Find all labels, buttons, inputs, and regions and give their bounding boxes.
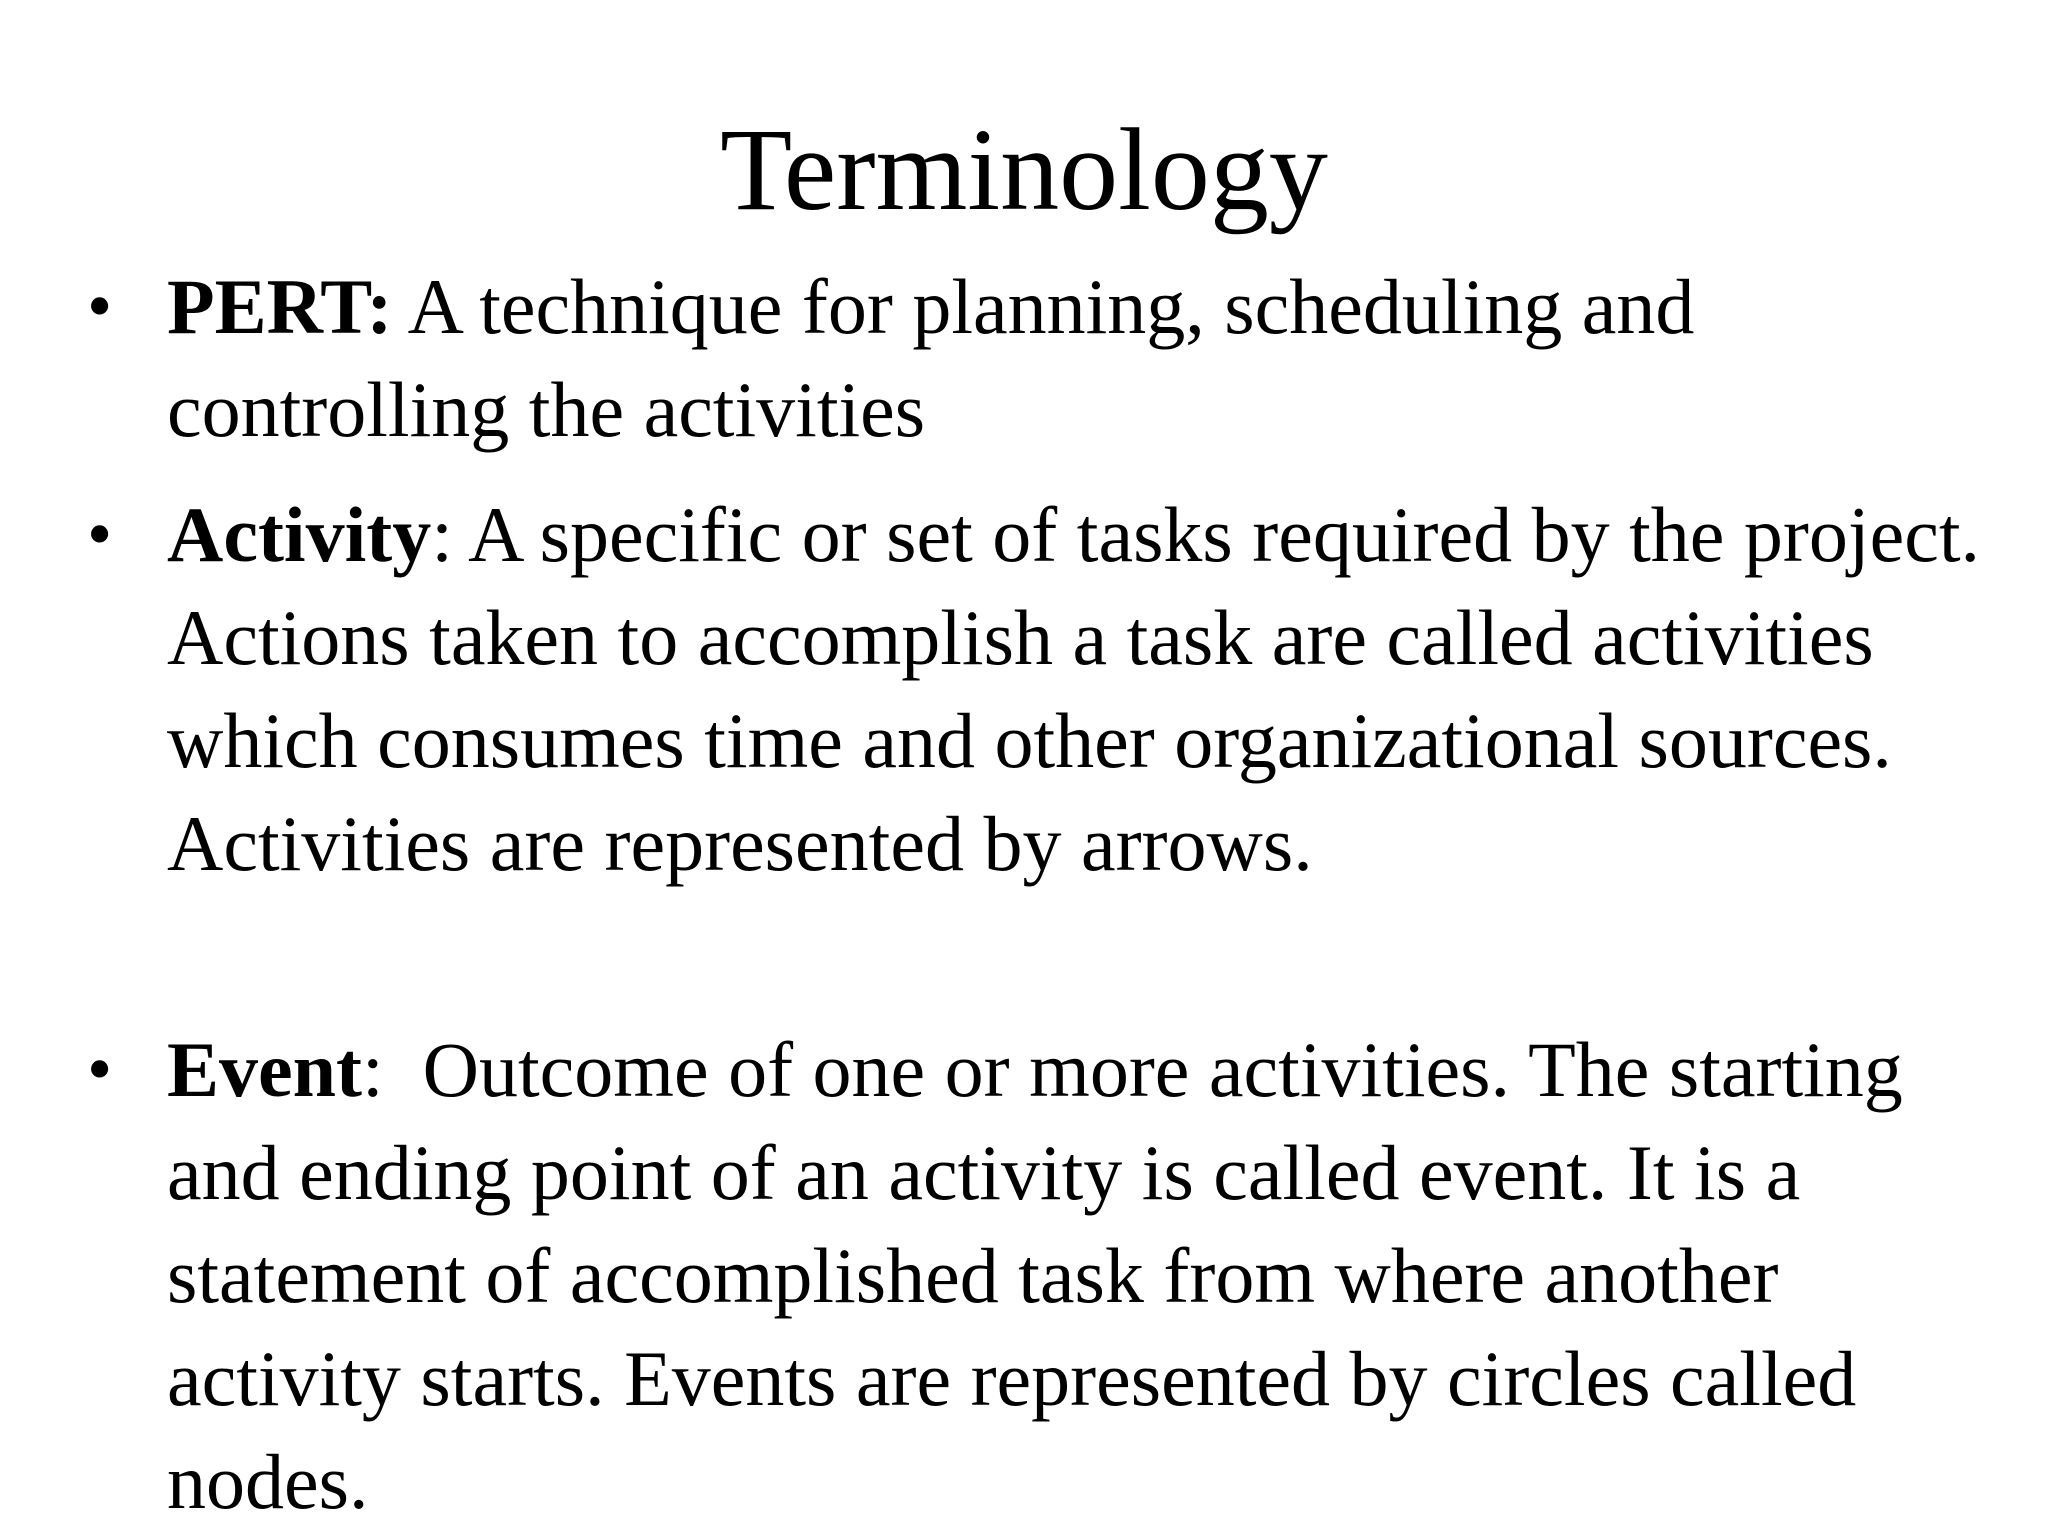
- term-separator: :: [362, 1026, 423, 1113]
- bullet-item-pert: [87, 255, 2027, 461]
- bullet-dot-icon: •: [87, 494, 113, 574]
- term-separator: [392, 263, 407, 350]
- term-definition: Outcome of one or more activities. The starting and ending point of an activity is called event. It is a statement of accomplished task from where another activity starts. Events are represented by circles called nodes.: [167, 1026, 1903, 1525]
- bullet-dot-icon: •: [87, 266, 113, 346]
- term-label: PERT:: [167, 263, 393, 350]
- slide-title: Terminology: [720, 104, 1328, 235]
- bullet-item-event: [87, 1018, 2027, 1533]
- bullet-item-activity: [87, 483, 2027, 895]
- term-definition: A specific or set of tasks required by the project. Actions taken to accomplish a task are called activities which consumes time and other organizational sources. Activities are represented by arrows.: [167, 491, 1980, 887]
- bullet-dot-icon: •: [87, 1029, 113, 1109]
- term-label: Activity: [167, 491, 432, 578]
- term-label: Event: [167, 1026, 362, 1113]
- term-separator: :: [431, 491, 469, 578]
- term-definition: A technique for planning, scheduling and controlling the activities: [167, 263, 1695, 453]
